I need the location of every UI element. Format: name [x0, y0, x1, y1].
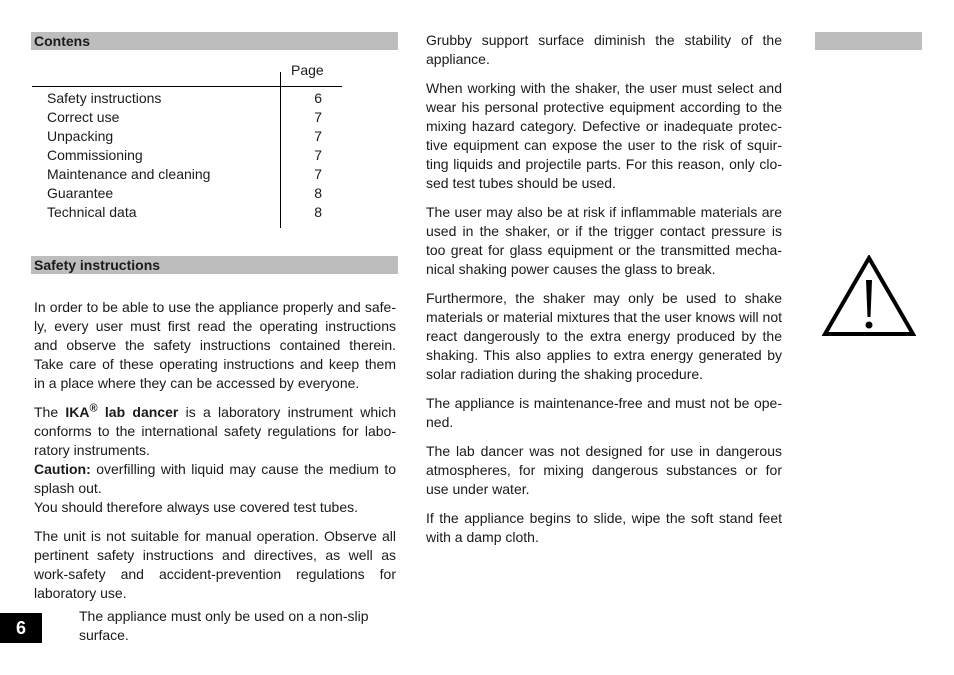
right-column-text — [426, 31, 782, 557]
safety-paragraph-1: In order to be able to use the appliance properly and safe-ly, every user must first read the operating instructions and observe the safety instructions contained therein. Take care of these operating instructions and keep them in a place where they can be accessed by everyone. — [34, 299, 396, 391]
caution-label: Caution: — [34, 461, 91, 477]
toc-row[interactable]: Safety instructions 6 — [47, 90, 322, 106]
safety-text — [34, 298, 396, 613]
brand-name: IKA — [65, 404, 90, 420]
right-paragraph-4: Furthermore, the shaker may only be used to shake materials or material mixtures that the user knows will not react dangerously to the extra energy produced by the shaking. This also applies to extra energy generated by solar radiation during the shaking procedure. — [426, 290, 782, 382]
caution-paragraph: Caution: overfilling with liquid may cause the medium to splash out. — [34, 461, 396, 496]
right-paragraph-3: The user may also be at risk if inflammable materials are used in the shaker, or if the trigger contact pressure is too great for glass equipment or the transmitted mecha-nical shaking power causes the glass to break. — [426, 204, 782, 277]
contents-heading: Contens — [31, 32, 398, 50]
product-name: lab dancer — [104, 404, 179, 420]
toc-row[interactable]: Guarantee 8 — [47, 185, 322, 201]
safety-heading: Safety instructions — [31, 256, 398, 274]
right-paragraph-1: Grubby support surface diminish the stability of the appliance. — [426, 32, 782, 67]
toc-row[interactable]: Commissioning 7 — [47, 147, 322, 163]
safety-paragraph-3: The unit is not suitable for manual operation. Observe all pertinent safety instructions and directives, as well as work-safety and accident-prevention regulations for laboratory use. — [34, 528, 396, 601]
safety-paragraph-2: The IKA® lab dancer is a laboratory instrument which conforms to the international safety regulations for labo-ratory instruments. — [34, 402, 397, 458]
toc-divider — [32, 86, 342, 87]
toc-row[interactable]: Technical data 8 — [47, 204, 322, 220]
warning-triangle-icon — [822, 255, 916, 340]
toc-list — [47, 89, 322, 222]
toc-row[interactable]: Maintenance and cleaning 7 — [47, 166, 322, 182]
right-paragraph-6: The lab dancer was not designed for use in dangerous atmospheres, for mixing dangerous substances or for use under water. — [426, 443, 782, 497]
non-slip-note: The appliance must only be used on a non-slip surface. — [79, 608, 369, 643]
toc-page-header: Page — [291, 62, 324, 78]
right-paragraph-2: When working with the shaker, the user must select and wear his personal protective equipment according to the mixing hazard category. Defective or inadequate protec-tive equipment can expose the user to the risk of squir-ting liquids and projectile parts. For this reason, only clo-sed test tubes should be used. — [426, 80, 782, 191]
right-paragraph-5: The appliance is maintenance-free and must not be ope-ned. — [426, 395, 782, 430]
page-number: 6 — [0, 613, 42, 643]
toc-row[interactable]: Correct use 7 — [47, 109, 322, 125]
right-paragraph-7: If the appliance begins to slide, wipe the soft stand feet with a damp cloth. — [426, 510, 782, 545]
toc-row[interactable]: Unpacking 7 — [47, 128, 322, 144]
margin-bar — [815, 32, 922, 50]
covered-tubes-text: You should therefore always use covered test tubes. — [34, 499, 359, 515]
